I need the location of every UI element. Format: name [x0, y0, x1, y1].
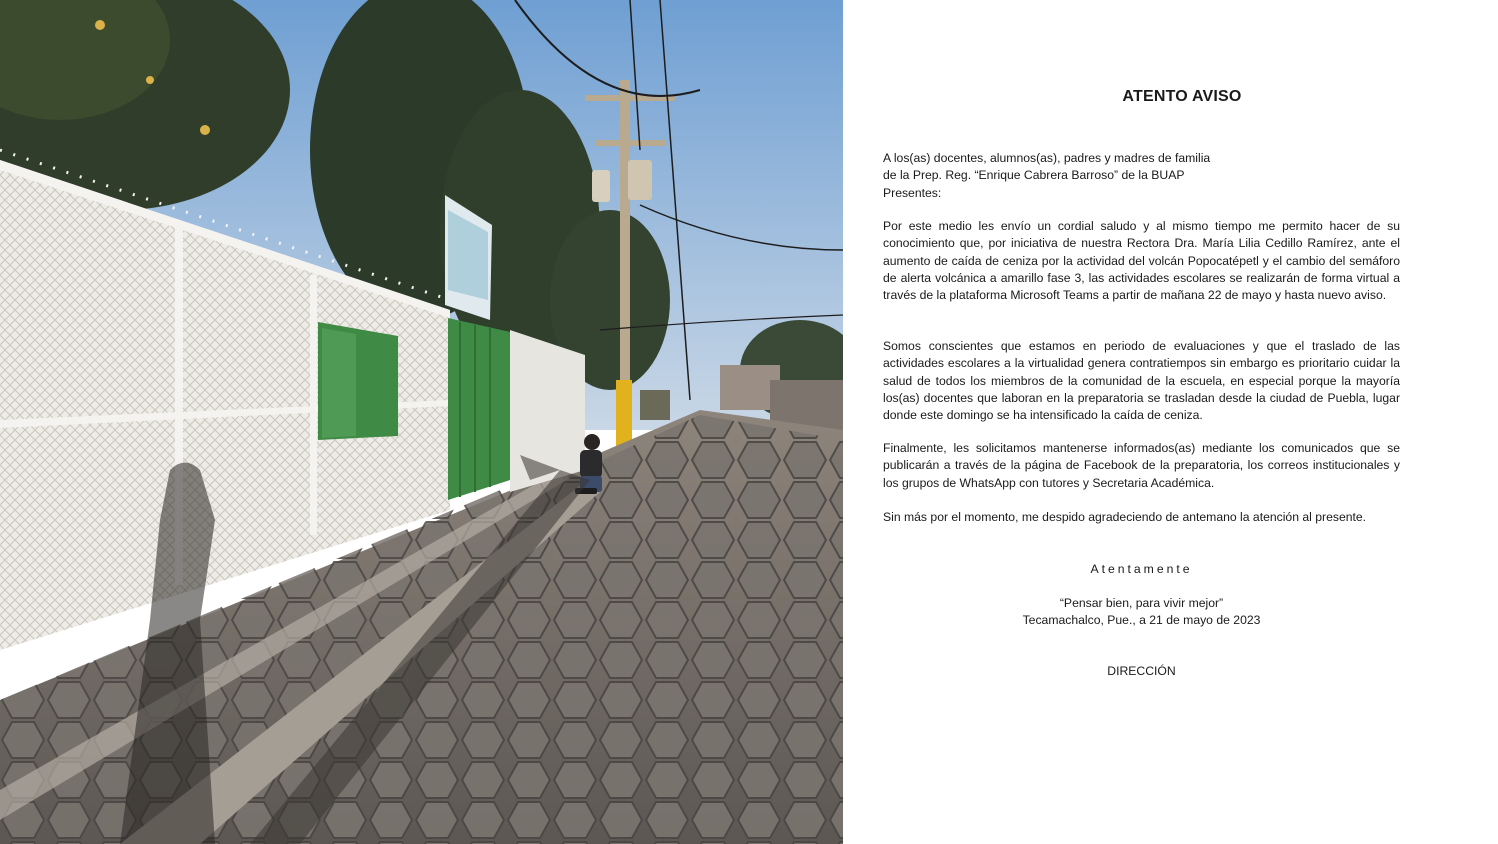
- paragraph-farewell: Sin más por el momento, me despido agradeciendo de antemano la atención al presente.: [883, 510, 1367, 524]
- addressee-line: A los(as) docentes, alumnos(as), padres y madres de familia: [883, 151, 1211, 165]
- motto: “Pensar bien, para vivir mejor”: [1059, 596, 1224, 610]
- addressee-line: Presentes:: [883, 185, 942, 200]
- closing: Atentamente: [1090, 562, 1193, 576]
- paragraph-evaluations: Somos conscientes que estamos en periodo de evaluaciones y que el traslado de las actividades escolares a la virtualidad genera contratiempos sin embargo es prioritario cuidar la salud de todos los miembros de la comunidad de la escuela, en especial porque la mayoría los(as) docentes que laboran en la preparatoria se trasladan desde la ciudad de Puebla, lugar donde este domingo se ha intensificado la caída de ceniza.: [883, 339, 1400, 423]
- signature: DIRECCIÓN: [1107, 664, 1176, 678]
- addressee-block: [883, 150, 1400, 202]
- paragraph-communications: Finalmente, les solicitamos mantenerse informados(as) mediante los comunicados que se publicarán a través de la página de Facebook de la preparatoria, los correos institucionales y los grupos de WhatsApp con tutores y Secretaria Académica.: [883, 441, 1400, 490]
- place-date: Tecamachalco, Pue., a 21 de mayo de 2023: [1022, 613, 1261, 627]
- paragraph-virtual-classes: Por este medio les envío un cordial saludo y al mismo tiempo me permito hacer de su conocimiento que, por iniciativa de nuestra Rectora Dra. María Lilia Cedillo Ramírez, ante el aumento de caída de ceniza por la actividad del volcán Popocatépetl y el cambio del semáforo de alerta volcánica a amarillo fase 3, las actividades escolares se realizarán de forma virtual a través de la plataforma Microsoft Teams a partir de mañana 22 de mayo y hasta nuevo aviso.: [883, 219, 1400, 303]
- notice-document: [843, 0, 1498, 844]
- addressee-line: de la Prep. Reg. “Enrique Cabrera Barroso” de la BUAP: [883, 168, 1185, 183]
- notice-title: ATENTO AVISO: [1122, 88, 1242, 105]
